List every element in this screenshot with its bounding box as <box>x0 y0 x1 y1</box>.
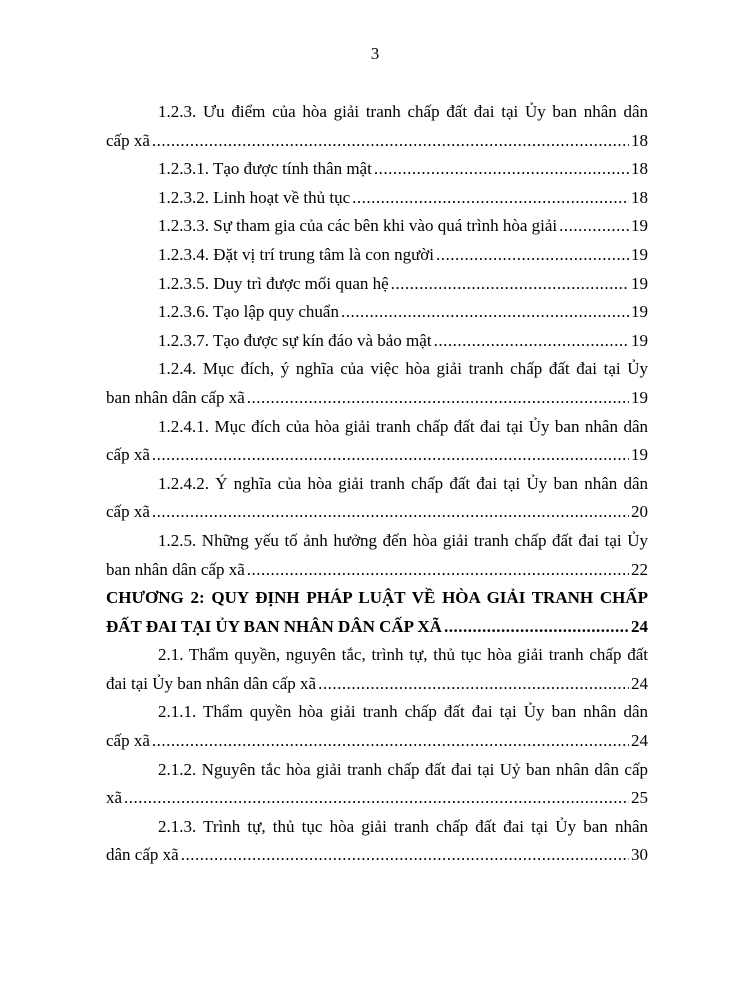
toc-line <box>106 670 648 699</box>
toc-entry-title-line1: 1.2.4. Mục đích, ý nghĩa của việc hòa giải tranh chấp đất đai tại Ủy <box>158 359 648 379</box>
toc-entry-title-line1: 2.1.3. Trình tự, thủ tục hòa giải tranh chấp đất đai tại Ủy ban nhân <box>158 816 648 836</box>
toc-entry-title: đai tại Ủy ban nhân dân cấp xã <box>106 673 317 693</box>
toc-entry-title: 1.2.3.6. Tạo lập quy chuẩn <box>158 302 339 322</box>
dot-leader <box>247 556 629 585</box>
toc-entry-title: ĐẤT ĐAI TẠI ỦY BAN NHÂN DÂN CẤP XÃ <box>106 616 442 636</box>
toc-page-number: 30 <box>631 845 648 865</box>
toc-page-number: 24 <box>631 673 648 693</box>
toc-entry-title: xã <box>106 788 123 808</box>
toc-entry <box>106 212 648 241</box>
toc-entry-title-line1: 1.2.3. Ưu điểm của hòa giải tranh chấp đất đai tại Ủy ban nhân dân <box>158 102 648 121</box>
toc-line <box>106 298 648 327</box>
toc-line <box>106 241 648 270</box>
toc-entry-title: 1.2.3.2. Linh hoạt về thủ tục <box>158 187 351 207</box>
toc-entry-title-line1: CHƯƠNG 2: QUY ĐỊNH PHÁP LUẬT VỀ HÒA GIẢI TRANH CHẤP <box>106 588 648 608</box>
dot-leader <box>434 327 629 356</box>
toc-entry-title: 1.2.3.3. Sự tham gia của các bên khi vào quá trình hòa giải <box>158 216 558 236</box>
toc-line <box>106 556 648 585</box>
toc-line <box>106 613 648 642</box>
toc-page-number: 19 <box>631 302 648 322</box>
table-of-contents <box>106 98 648 870</box>
dot-leader <box>152 727 629 756</box>
toc-line <box>106 498 648 527</box>
toc-entry <box>106 327 648 356</box>
toc-line <box>106 270 648 299</box>
toc-entry-title-line1: 2.1. Thẩm quyền, nguyên tắc, trình tự, thủ tục hòa giải tranh chấp đất <box>158 645 648 665</box>
toc-line <box>106 212 648 241</box>
toc-entry-title: 1.2.3.1. Tạo được tính thân mật <box>158 159 372 179</box>
toc-line <box>106 184 648 213</box>
toc-entry <box>106 470 648 527</box>
toc-page-number: 19 <box>631 387 648 407</box>
toc-line <box>106 441 648 470</box>
dot-leader <box>559 212 629 241</box>
toc-page-number: 18 <box>631 130 648 150</box>
dot-leader <box>444 613 629 642</box>
toc-line <box>106 784 648 813</box>
toc-page-number: 18 <box>631 187 648 207</box>
toc-entry <box>106 270 648 299</box>
toc-entry <box>106 298 648 327</box>
dot-leader <box>352 184 629 213</box>
toc-entry <box>106 155 648 184</box>
page-number: 3 <box>370 44 380 63</box>
toc-entry-title: cấp xã <box>106 731 150 751</box>
toc-entry-title: ban nhân dân cấp xã <box>106 387 245 407</box>
toc-entry <box>106 184 648 213</box>
dot-leader <box>374 155 629 184</box>
toc-entry-title: 1.2.3.4. Đặt vị trí trung tâm là con người <box>158 244 434 264</box>
toc-page-number: 18 <box>631 159 648 179</box>
toc-page-number: 25 <box>631 788 648 808</box>
toc-entry <box>106 241 648 270</box>
toc-entry <box>106 413 648 470</box>
toc-entry-title-line1: 1.2.4.2. Ý nghĩa của hòa giải tranh chấp đất đai tại Ủy ban nhân dân <box>158 473 648 493</box>
toc-entry <box>106 527 648 584</box>
dot-leader <box>152 441 629 470</box>
toc-entry <box>106 641 648 698</box>
dot-leader <box>391 270 629 299</box>
dot-leader <box>341 298 629 327</box>
toc-page-number: 19 <box>631 445 648 465</box>
toc-entry <box>106 813 648 870</box>
toc-entry <box>106 355 648 412</box>
toc-entry <box>106 98 648 155</box>
dot-leader <box>152 127 629 156</box>
toc-page-number: 19 <box>631 216 648 236</box>
toc-line <box>106 155 648 184</box>
toc-line <box>106 841 648 870</box>
toc-line <box>106 127 648 156</box>
toc-entry-title: dân cấp xã <box>106 845 179 865</box>
toc-chapter-entry <box>106 584 648 641</box>
toc-page-number: 19 <box>631 244 648 264</box>
toc-entry-title: 1.2.3.5. Duy trì được mối quan hệ <box>158 273 389 293</box>
toc-entry-title-line1: 1.2.5. Những yếu tố ảnh hưởng đến hòa giải tranh chấp đất đai tại Ủy <box>158 530 648 550</box>
toc-entry-title-line1: 2.1.1. Thẩm quyền hòa giải tranh chấp đất đai tại Ủy ban nhân dân <box>158 702 648 722</box>
dot-leader <box>124 784 629 813</box>
toc-line <box>106 384 648 413</box>
dot-leader <box>318 670 629 699</box>
toc-entry <box>106 756 648 813</box>
toc-page-number: 22 <box>631 559 648 579</box>
toc-entry-title: cấp xã <box>106 130 150 150</box>
toc-entry <box>106 698 648 755</box>
toc-page-number: 19 <box>631 330 648 350</box>
toc-page-number: 24 <box>631 616 648 636</box>
toc-page-number: 24 <box>631 731 648 751</box>
toc-entry-title-line1: 1.2.4.1. Mục đích của hòa giải tranh chấp đất đai tại Ủy ban nhân dân <box>158 416 648 436</box>
toc-page-number: 20 <box>631 502 648 522</box>
toc-line <box>106 727 648 756</box>
dot-leader <box>152 498 629 527</box>
toc-entry-title: cấp xã <box>106 502 150 522</box>
toc-entry-title-line1: 2.1.2. Nguyên tắc hòa giải tranh chấp đất đai tại Uỷ ban nhân dân cấp <box>158 759 648 779</box>
dot-leader <box>181 841 629 870</box>
toc-entry-title: ban nhân dân cấp xã <box>106 559 245 579</box>
dot-leader <box>436 241 629 270</box>
dot-leader <box>247 384 629 413</box>
toc-entry-title: cấp xã <box>106 445 150 465</box>
toc-page-number: 19 <box>631 273 648 293</box>
toc-entry-title: 1.2.3.7. Tạo được sự kín đáo và bảo mật <box>158 330 432 350</box>
toc-line <box>106 327 648 356</box>
